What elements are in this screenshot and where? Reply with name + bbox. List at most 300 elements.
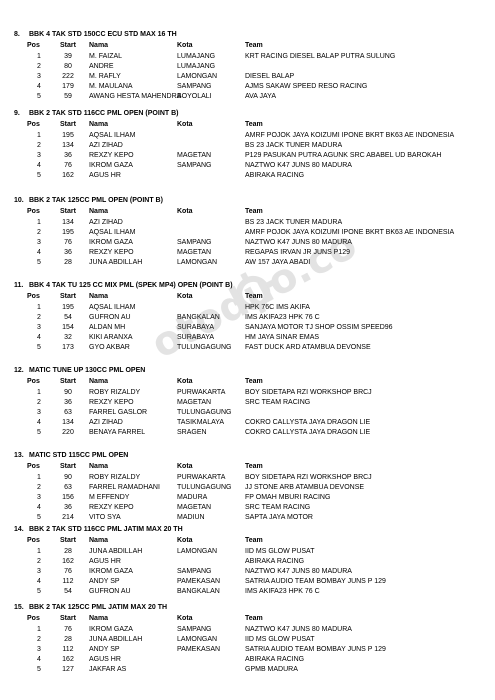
table-row	[0, 418, 495, 428]
column-header-nama: Nama	[89, 208, 109, 215]
column-header-start: Start	[60, 208, 76, 215]
cell-pos: 1	[37, 53, 41, 60]
cell-start: 36	[64, 249, 72, 256]
class-number: 9.	[14, 110, 20, 117]
cell-nama: AGUS HR	[89, 656, 121, 663]
cell-start: 36	[64, 152, 72, 159]
column-header-team: Team	[245, 463, 263, 470]
cell-kota: MADURA	[177, 494, 208, 501]
cell-nama: ANDY SP	[89, 578, 120, 585]
cell-team: FP OMAH MBURI RACING	[245, 494, 331, 501]
cell-team: AW 157 JAYA ABADI	[245, 259, 311, 266]
cell-start: 90	[64, 474, 72, 481]
cell-start: 28	[64, 548, 72, 555]
cell-start: 59	[64, 93, 72, 100]
cell-pos: 2	[37, 142, 41, 149]
class-title	[14, 281, 233, 291]
class-name: BBK 2 TAK STD 116CC PML JATIM MAX 20 TH	[29, 526, 183, 533]
cell-team: FAST DUCK ARD ATAMBUA DEVONSE	[245, 344, 371, 351]
column-header-pos: Pos	[27, 378, 40, 385]
cell-team: NAZTWO K47 JUNS 80 MADURA	[245, 162, 352, 169]
cell-kota: PURWAKARTA	[177, 389, 226, 396]
column-header-start: Start	[60, 378, 76, 385]
cell-kota: MADIUN	[177, 514, 205, 521]
table-row	[0, 171, 495, 181]
cell-pos: 5	[37, 429, 41, 436]
table-row	[0, 547, 495, 557]
cell-kota: LAMONGAN	[177, 548, 218, 555]
cell-pos: 2	[37, 636, 41, 643]
cell-kota: BANGKALAN	[177, 314, 220, 321]
table-row	[0, 248, 495, 258]
cell-kota: PAMEKASAN	[177, 578, 221, 585]
cell-pos: 4	[37, 249, 41, 256]
column-header-kota: Kota	[177, 537, 193, 544]
cell-kota: LUMAJANG	[177, 63, 216, 70]
cell-kota: TASIKMALAYA	[177, 419, 225, 426]
column-header-team: Team	[245, 378, 263, 385]
cell-nama: ROBY RIZALDY	[89, 474, 141, 481]
table-row	[0, 343, 495, 353]
cell-nama: VITO SYA	[89, 514, 121, 521]
class-title	[14, 366, 145, 376]
table-row	[0, 52, 495, 62]
table-row	[0, 161, 495, 171]
cell-team: BOY SIDETAPA RZI WORKSHOP BRCJ	[245, 389, 372, 396]
table-row	[0, 567, 495, 577]
cell-nama: IKROM GAZA	[89, 626, 133, 633]
column-header-pos: Pos	[27, 42, 40, 49]
cell-kota: BANGKALAN	[177, 588, 220, 595]
cell-start: 162	[62, 172, 74, 179]
cell-nama: KIKI ARANXA	[89, 334, 133, 341]
class-number: 15.	[14, 604, 24, 611]
cell-pos: 4	[37, 656, 41, 663]
cell-pos: 5	[37, 172, 41, 179]
cell-team: SAPTA JAYA MOTOR	[245, 514, 313, 521]
cell-pos: 5	[37, 666, 41, 673]
column-header-pos: Pos	[27, 537, 40, 544]
cell-start: 195	[62, 132, 74, 139]
table-row	[0, 333, 495, 343]
column-header-team: Team	[245, 293, 263, 300]
cell-team: SRC TEAM RACING	[245, 504, 311, 511]
class-title	[14, 196, 163, 206]
cell-nama: ROBY RIZALDY	[89, 389, 141, 396]
cell-nama: ANDRE	[89, 63, 114, 70]
cell-pos: 5	[37, 588, 41, 595]
cell-team: ABIRAKA RACING	[245, 656, 305, 663]
cell-nama: IKROM GAZA	[89, 568, 133, 575]
class-title	[14, 525, 183, 535]
cell-start: 80	[64, 63, 72, 70]
table-row	[0, 303, 495, 313]
cell-team: DIESEL BALAP	[245, 73, 295, 80]
column-header-team: Team	[245, 537, 263, 544]
cell-nama: JUNA ABDILLAH	[89, 548, 143, 555]
cell-pos: 4	[37, 578, 41, 585]
cell-kota: LAMONGAN	[177, 259, 218, 266]
cell-team: AJMS SAKAW SPEED RESO RACING	[245, 83, 368, 90]
cell-nama: REXZY KEPO	[89, 504, 134, 511]
cell-start: 28	[64, 636, 72, 643]
cell-kota: MAGETAN	[177, 504, 212, 511]
class-name: BBK 2 TAK 125CC PML OPEN (POINT B)	[29, 197, 163, 204]
column-header-nama: Nama	[89, 378, 109, 385]
table-header	[0, 207, 495, 217]
cell-nama: JUNA ABDILLAH	[89, 636, 143, 643]
cell-nama: ANDY SP	[89, 646, 120, 653]
cell-kota: BOYOLALI	[177, 93, 212, 100]
cell-pos: 1	[37, 219, 41, 226]
class-number: 13.	[14, 452, 24, 459]
column-header-kota: Kota	[177, 615, 193, 622]
cell-start: 76	[64, 239, 72, 246]
cell-nama: AGUS HR	[89, 558, 121, 565]
cell-start: 222	[62, 73, 74, 80]
table-header	[0, 292, 495, 302]
table-header	[0, 377, 495, 387]
column-header-nama: Nama	[89, 463, 109, 470]
cell-pos: 3	[37, 568, 41, 575]
cell-pos: 1	[37, 548, 41, 555]
cell-team: KRT RACING DIESEL BALAP PUTRA SULUNG	[245, 53, 396, 60]
column-header-nama: Nama	[89, 537, 109, 544]
cell-start: 54	[64, 314, 72, 321]
cell-team: COKRO CALLYSTA JAYA DRAGON LIE	[245, 419, 371, 426]
table-header	[0, 614, 495, 624]
cell-team: AMRF POJOK JAYA KOIZUMI IPONE BKRT BK63 AE INDONESIA	[245, 132, 455, 139]
cell-nama: M. MAULANA	[89, 83, 133, 90]
cell-team: SRC TEAM RACING	[245, 399, 311, 406]
cell-team: AMRF POJOK JAYA KOIZUMI IPONE BKRT BK63 AE INDONESIA	[245, 229, 455, 236]
cell-pos: 3	[37, 324, 41, 331]
cell-start: 76	[64, 568, 72, 575]
cell-kota: SAMPANG	[177, 162, 212, 169]
cell-start: 156	[62, 494, 74, 501]
class-number: 8.	[14, 31, 20, 38]
class-number: 10.	[14, 197, 24, 204]
cell-nama: GUFRON AU	[89, 588, 131, 595]
cell-team: JJ STONE ARB ATAMBUA DEVONSE	[245, 484, 365, 491]
table-row	[0, 398, 495, 408]
cell-team: BS 23 JACK TUNER MADURA	[245, 142, 343, 149]
cell-start: 76	[64, 162, 72, 169]
column-header-kota: Kota	[177, 121, 193, 128]
table-row	[0, 587, 495, 597]
cell-nama: M. RAFLY	[89, 73, 121, 80]
cell-pos: 3	[37, 409, 41, 416]
table-row	[0, 513, 495, 523]
column-header-team: Team	[245, 42, 263, 49]
table-row	[0, 323, 495, 333]
cell-nama: IKROM GAZA	[89, 162, 133, 169]
column-header-pos: Pos	[27, 208, 40, 215]
cell-nama: M EFFENDY	[89, 494, 130, 501]
class-name: BBK 4 TAK TU 125 CC MIX PML (SPEK MP4) OPEN (POINT B)	[29, 282, 233, 289]
cell-start: 195	[62, 304, 74, 311]
cell-nama: BENAYA FARREL	[89, 429, 146, 436]
cell-start: 179	[62, 83, 74, 90]
table-row	[0, 151, 495, 161]
cell-kota: SURABAYA	[177, 334, 215, 341]
cell-start: 154	[62, 324, 74, 331]
cell-nama: IKROM GAZA	[89, 239, 133, 246]
cell-kota: MAGETAN	[177, 152, 212, 159]
column-header-team: Team	[245, 121, 263, 128]
cell-nama: FARREL RAMADHANI	[89, 484, 160, 491]
class-name: BBK 2 TAK 125CC PML JATIM MAX 20 TH	[29, 604, 168, 611]
cell-kota: TULUNGAGUNG	[177, 484, 232, 491]
cell-pos: 2	[37, 558, 41, 565]
table-row	[0, 228, 495, 238]
cell-pos: 2	[37, 63, 41, 70]
class-name: BBK 2 TAK STD 116CC PML OPEN (POINT B)	[29, 110, 179, 117]
table-row	[0, 218, 495, 228]
table-row	[0, 72, 495, 82]
column-header-kota: Kota	[177, 378, 193, 385]
class-number: 14.	[14, 526, 24, 533]
cell-team: REGAPAS IRVAN JR JUNS P129	[245, 249, 351, 256]
column-header-team: Team	[245, 615, 263, 622]
cell-team: BOY SIDETAPA RZI WORKSHOP BRCJ	[245, 474, 372, 481]
table-row	[0, 141, 495, 151]
cell-start: 134	[62, 419, 74, 426]
table-row	[0, 388, 495, 398]
cell-pos: 1	[37, 304, 41, 311]
column-header-start: Start	[60, 537, 76, 544]
cell-kota: SAMPANG	[177, 626, 212, 633]
cell-nama: AGUS HR	[89, 172, 121, 179]
table-row	[0, 62, 495, 72]
cell-team: P129 PASUKAN PUTRA AGUNK SRC ABABEL UD BAROKAH	[245, 152, 442, 159]
class-title	[14, 451, 128, 461]
cell-pos: 1	[37, 389, 41, 396]
table-row	[0, 238, 495, 248]
table-header	[0, 462, 495, 472]
cell-nama: GYO AKBAR	[89, 344, 130, 351]
table-row	[0, 428, 495, 438]
cell-kota: PURWAKARTA	[177, 474, 226, 481]
column-header-pos: Pos	[27, 293, 40, 300]
cell-start: 76	[64, 626, 72, 633]
cell-kota: MAGETAN	[177, 249, 212, 256]
cell-nama: JUNA ABDILLAH	[89, 259, 143, 266]
cell-kota: LAMONGAN	[177, 73, 218, 80]
cell-team: ABIRAKA RACING	[245, 558, 305, 565]
table-row	[0, 313, 495, 323]
cell-nama: ALDAN MH	[89, 324, 126, 331]
cell-kota: LAMONGAN	[177, 636, 218, 643]
table-row	[0, 635, 495, 645]
cell-nama: AQSAL ILHAM	[89, 229, 136, 236]
cell-pos: 3	[37, 73, 41, 80]
cell-nama: AQSAL ILHAM	[89, 304, 136, 311]
cell-team: IID MS GLOW PUSAT	[245, 548, 315, 555]
cell-start: 36	[64, 399, 72, 406]
class-title	[14, 603, 167, 613]
table-row	[0, 503, 495, 513]
column-header-team: Team	[245, 208, 263, 215]
column-header-kota: Kota	[177, 293, 193, 300]
cell-start: 32	[64, 334, 72, 341]
class-number: 11.	[14, 282, 24, 289]
column-header-nama: Nama	[89, 121, 109, 128]
table-header	[0, 41, 495, 51]
table-header	[0, 120, 495, 130]
class-title	[14, 30, 177, 40]
table-row	[0, 408, 495, 418]
cell-team: NAZTWO K47 JUNS 80 MADURA	[245, 626, 352, 633]
cell-team: NAZTWO K47 JUNS 80 MADURA	[245, 568, 352, 575]
cell-start: 195	[62, 229, 74, 236]
table-row	[0, 131, 495, 141]
cell-nama: AZI ZIHAD	[89, 419, 123, 426]
cell-pos: 4	[37, 162, 41, 169]
cell-kota: SAMPANG	[177, 239, 212, 246]
cell-start: 220	[62, 429, 74, 436]
cell-nama: AWANG HESTA MAHENDRA	[89, 93, 182, 100]
table-row	[0, 655, 495, 665]
table-row	[0, 577, 495, 587]
table-row	[0, 557, 495, 567]
cell-start: 214	[62, 514, 74, 521]
cell-team: HPK 76C IMS AKIFA	[245, 304, 310, 311]
cell-pos: 4	[37, 83, 41, 90]
cell-pos: 1	[37, 626, 41, 633]
table-row	[0, 92, 495, 102]
cell-team: AVA JAYA	[245, 93, 276, 100]
column-header-start: Start	[60, 293, 76, 300]
column-header-nama: Nama	[89, 293, 109, 300]
cell-team: SANJAYA MOTOR TJ SHOP OSSIM SPEED96	[245, 324, 393, 331]
cell-kota: SAMPANG	[177, 83, 212, 90]
cell-nama: M. FAIZAL	[89, 53, 123, 60]
column-header-kota: Kota	[177, 208, 193, 215]
cell-start: 63	[64, 409, 72, 416]
cell-nama: REXZY KEPO	[89, 249, 134, 256]
cell-kota: SURABAYA	[177, 324, 215, 331]
cell-pos: 1	[37, 132, 41, 139]
table-row	[0, 258, 495, 268]
cell-start: 63	[64, 484, 72, 491]
column-header-start: Start	[60, 615, 76, 622]
cell-kota: PAMEKASAN	[177, 646, 221, 653]
cell-start: 36	[64, 504, 72, 511]
column-header-kota: Kota	[177, 463, 193, 470]
cell-start: 28	[64, 259, 72, 266]
column-header-nama: Nama	[89, 615, 109, 622]
cell-start: 162	[62, 656, 74, 663]
cell-pos: 5	[37, 344, 41, 351]
class-name: BBK 4 TAK STD 150CC ECU STD MAX 16 TH	[29, 31, 177, 38]
class-number: 12.	[14, 367, 24, 374]
cell-nama: GUFRON AU	[89, 314, 131, 321]
cell-team: ABIRAKA RACING	[245, 172, 305, 179]
column-header-start: Start	[60, 42, 76, 49]
cell-nama: AZI ZIHAD	[89, 142, 123, 149]
cell-kota: LUMAJANG	[177, 53, 216, 60]
cell-pos: 2	[37, 399, 41, 406]
cell-kota: SRAGEN	[177, 429, 207, 436]
cell-nama: AQSAL ILHAM	[89, 132, 136, 139]
cell-kota: MAGETAN	[177, 399, 212, 406]
table-header	[0, 536, 495, 546]
table-row	[0, 82, 495, 92]
cell-pos: 4	[37, 419, 41, 426]
cell-team: SATRIA AUDIO TEAM BOMBAY JUNS P 129	[245, 578, 386, 585]
cell-pos: 2	[37, 484, 41, 491]
cell-start: 112	[62, 578, 74, 585]
cell-team: COKRO CALLYSTA JAYA DRAGON LIE	[245, 429, 371, 436]
cell-start: 162	[62, 558, 74, 565]
cell-start: 127	[62, 666, 74, 673]
table-row	[0, 645, 495, 655]
cell-pos: 3	[37, 152, 41, 159]
cell-start: 173	[62, 344, 74, 351]
table-row	[0, 665, 495, 675]
cell-team: BS 23 JACK TUNER MADURA	[245, 219, 343, 226]
class-name: MATIC TUNE UP 130CC PML OPEN	[29, 367, 146, 374]
column-header-pos: Pos	[27, 463, 40, 470]
cell-nama: FARREL GASLOR	[89, 409, 148, 416]
cell-pos: 5	[37, 93, 41, 100]
table-row	[0, 473, 495, 483]
cell-pos: 2	[37, 229, 41, 236]
column-header-nama: Nama	[89, 42, 109, 49]
cell-team: IID MS GLOW PUSAT	[245, 636, 315, 643]
cell-start: 39	[64, 53, 72, 60]
cell-team: GPMB MADURA	[245, 666, 298, 673]
cell-kota: TULUNGAGUNG	[177, 344, 232, 351]
class-title	[14, 109, 178, 119]
cell-nama: JAKFAR AS	[89, 666, 127, 673]
cell-pos: 4	[37, 334, 41, 341]
cell-team: IMS AKIFA23 HPK 76 C	[245, 314, 320, 321]
cell-pos: 5	[37, 259, 41, 266]
cell-nama: REXZY KEPO	[89, 152, 134, 159]
cell-team: SATRIA AUDIO TEAM BOMBAY JUNS P 129	[245, 646, 386, 653]
cell-pos: 2	[37, 314, 41, 321]
cell-pos: 3	[37, 646, 41, 653]
class-name: MATIC STD 115CC PML OPEN	[29, 452, 129, 459]
watermark-text: motoduo.com	[132, 203, 374, 383]
cell-start: 134	[62, 142, 74, 149]
cell-nama: AZI ZIHAD	[89, 219, 123, 226]
cell-start: 134	[62, 219, 74, 226]
table-row	[0, 625, 495, 635]
cell-kota: SAMPANG	[177, 568, 212, 575]
cell-team: IMS AKIFA23 HPK 76 C	[245, 588, 320, 595]
column-header-pos: Pos	[27, 615, 40, 622]
cell-pos: 1	[37, 474, 41, 481]
table-row	[0, 493, 495, 503]
column-header-kota: Kota	[177, 42, 193, 49]
cell-start: 54	[64, 588, 72, 595]
cell-pos: 3	[37, 239, 41, 246]
cell-nama: REXZY KEPO	[89, 399, 134, 406]
cell-team: HM JAYA SINAR EMAS	[245, 334, 320, 341]
cell-kota: TULUNGAGUNG	[177, 409, 232, 416]
column-header-start: Start	[60, 463, 76, 470]
cell-start: 90	[64, 389, 72, 396]
table-row	[0, 483, 495, 493]
cell-start: 112	[62, 646, 74, 653]
cell-pos: 3	[37, 494, 41, 501]
cell-pos: 4	[37, 504, 41, 511]
cell-team: NAZTWO K47 JUNS 80 MADURA	[245, 239, 352, 246]
column-header-pos: Pos	[27, 121, 40, 128]
